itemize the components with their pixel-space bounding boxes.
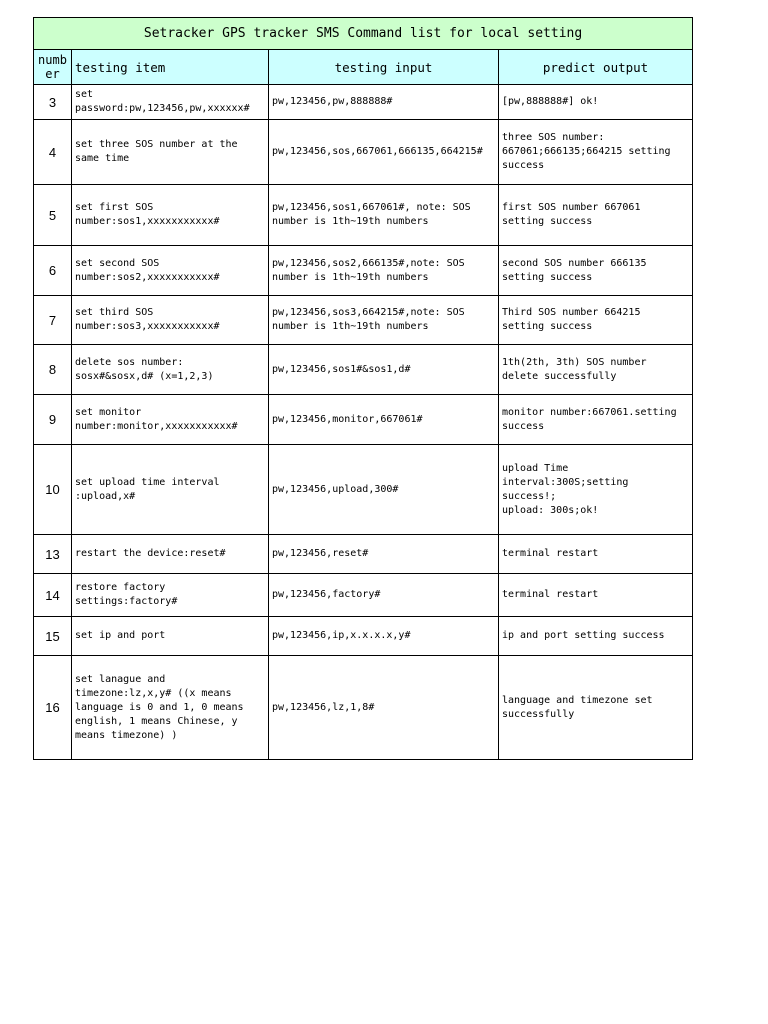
table-row	[34, 345, 693, 395]
row-number: 9	[34, 395, 72, 445]
row-testing-item: set second SOS number:sos2,xxxxxxxxxxx#	[72, 246, 269, 296]
row-predict-output: [pw,888888#] ok!	[499, 85, 693, 120]
row-testing-item: set three SOS number at the same time	[72, 120, 269, 185]
row-testing-input: pw,123456,sos,667061,666135,664215#	[269, 120, 499, 185]
table-row	[34, 574, 693, 617]
row-number: 4	[34, 120, 72, 185]
row-predict-output: upload Time interval:300S;setting success!; upload: 300s;ok!	[499, 445, 693, 535]
row-number: 14	[34, 574, 72, 617]
row-testing-item: set ip and port	[72, 617, 269, 656]
row-testing-input: pw,123456,lz,1,8#	[269, 656, 499, 760]
row-number: 10	[34, 445, 72, 535]
row-predict-output: three SOS number: 667061;666135;664215 setting success	[499, 120, 693, 185]
row-predict-output: second SOS number 666135 setting success	[499, 246, 693, 296]
table-row	[34, 296, 693, 345]
row-testing-input: pw,123456,monitor,667061#	[269, 395, 499, 445]
row-testing-input: pw,123456,pw,888888#	[269, 85, 499, 120]
table-row	[34, 395, 693, 445]
row-testing-item: restore factory settings:factory#	[72, 574, 269, 617]
table-title: Setracker GPS tracker SMS Command list for local setting	[34, 18, 693, 50]
table-row	[34, 445, 693, 535]
row-predict-output: first SOS number 667061 setting success	[499, 185, 693, 246]
header-predict-output: predict output	[499, 50, 693, 85]
row-testing-item: set first SOS number:sos1,xxxxxxxxxxx#	[72, 185, 269, 246]
row-testing-item: set lanague and timezone:lz,x,y# ((x means language is 0 and 1, 0 means english, 1 means Chinese, y means timezone) )	[72, 656, 269, 760]
row-testing-input: pw,123456,ip,x.x.x.x,y#	[269, 617, 499, 656]
row-number: 6	[34, 246, 72, 296]
header-testing-item: testing item	[72, 50, 269, 85]
row-testing-item: set upload time interval :upload,x#	[72, 445, 269, 535]
row-predict-output: monitor number:667061.setting success	[499, 395, 693, 445]
row-testing-input: pw,123456,sos2,666135#,note: SOS number is 1th~19th numbers	[269, 246, 499, 296]
command-table	[33, 17, 693, 760]
row-testing-input: pw,123456,upload,300#	[269, 445, 499, 535]
row-predict-output: Third SOS number 664215 setting success	[499, 296, 693, 345]
table-row	[34, 185, 693, 246]
row-predict-output: ip and port setting success	[499, 617, 693, 656]
row-testing-item: restart the device:reset#	[72, 535, 269, 574]
table-row	[34, 656, 693, 760]
row-testing-item: delete sos number: sosx#&sosx,d# (x=1,2,3)	[72, 345, 269, 395]
row-number: 15	[34, 617, 72, 656]
table-row	[34, 85, 693, 120]
row-testing-item: set third SOS number:sos3,xxxxxxxxxxx#	[72, 296, 269, 345]
header-row	[34, 50, 693, 85]
row-predict-output: terminal restart	[499, 574, 693, 617]
table-row	[34, 246, 693, 296]
header-number: numb er	[34, 50, 72, 85]
row-number: 3	[34, 85, 72, 120]
table-row	[34, 617, 693, 656]
row-predict-output: terminal restart	[499, 535, 693, 574]
row-testing-input: pw,123456,sos3,664215#,note: SOS number is 1th~19th numbers	[269, 296, 499, 345]
row-number: 13	[34, 535, 72, 574]
row-testing-item: set password:pw,123456,pw,xxxxxx#	[72, 85, 269, 120]
row-number: 8	[34, 345, 72, 395]
table-row	[34, 535, 693, 574]
row-predict-output: language and timezone set successfully	[499, 656, 693, 760]
title-row	[34, 18, 693, 50]
row-number: 16	[34, 656, 72, 760]
header-testing-input: testing input	[269, 50, 499, 85]
row-number: 5	[34, 185, 72, 246]
row-testing-item: set monitor number:monitor,xxxxxxxxxxx#	[72, 395, 269, 445]
table-row	[34, 120, 693, 185]
row-testing-input: pw,123456,sos1,667061#, note: SOS number is 1th~19th numbers	[269, 185, 499, 246]
row-testing-input: pw,123456,factory#	[269, 574, 499, 617]
row-testing-input: pw,123456,reset#	[269, 535, 499, 574]
row-predict-output: 1th(2th, 3th) SOS number delete successfully	[499, 345, 693, 395]
row-testing-input: pw,123456,sos1#&sos1,d#	[269, 345, 499, 395]
row-number: 7	[34, 296, 72, 345]
